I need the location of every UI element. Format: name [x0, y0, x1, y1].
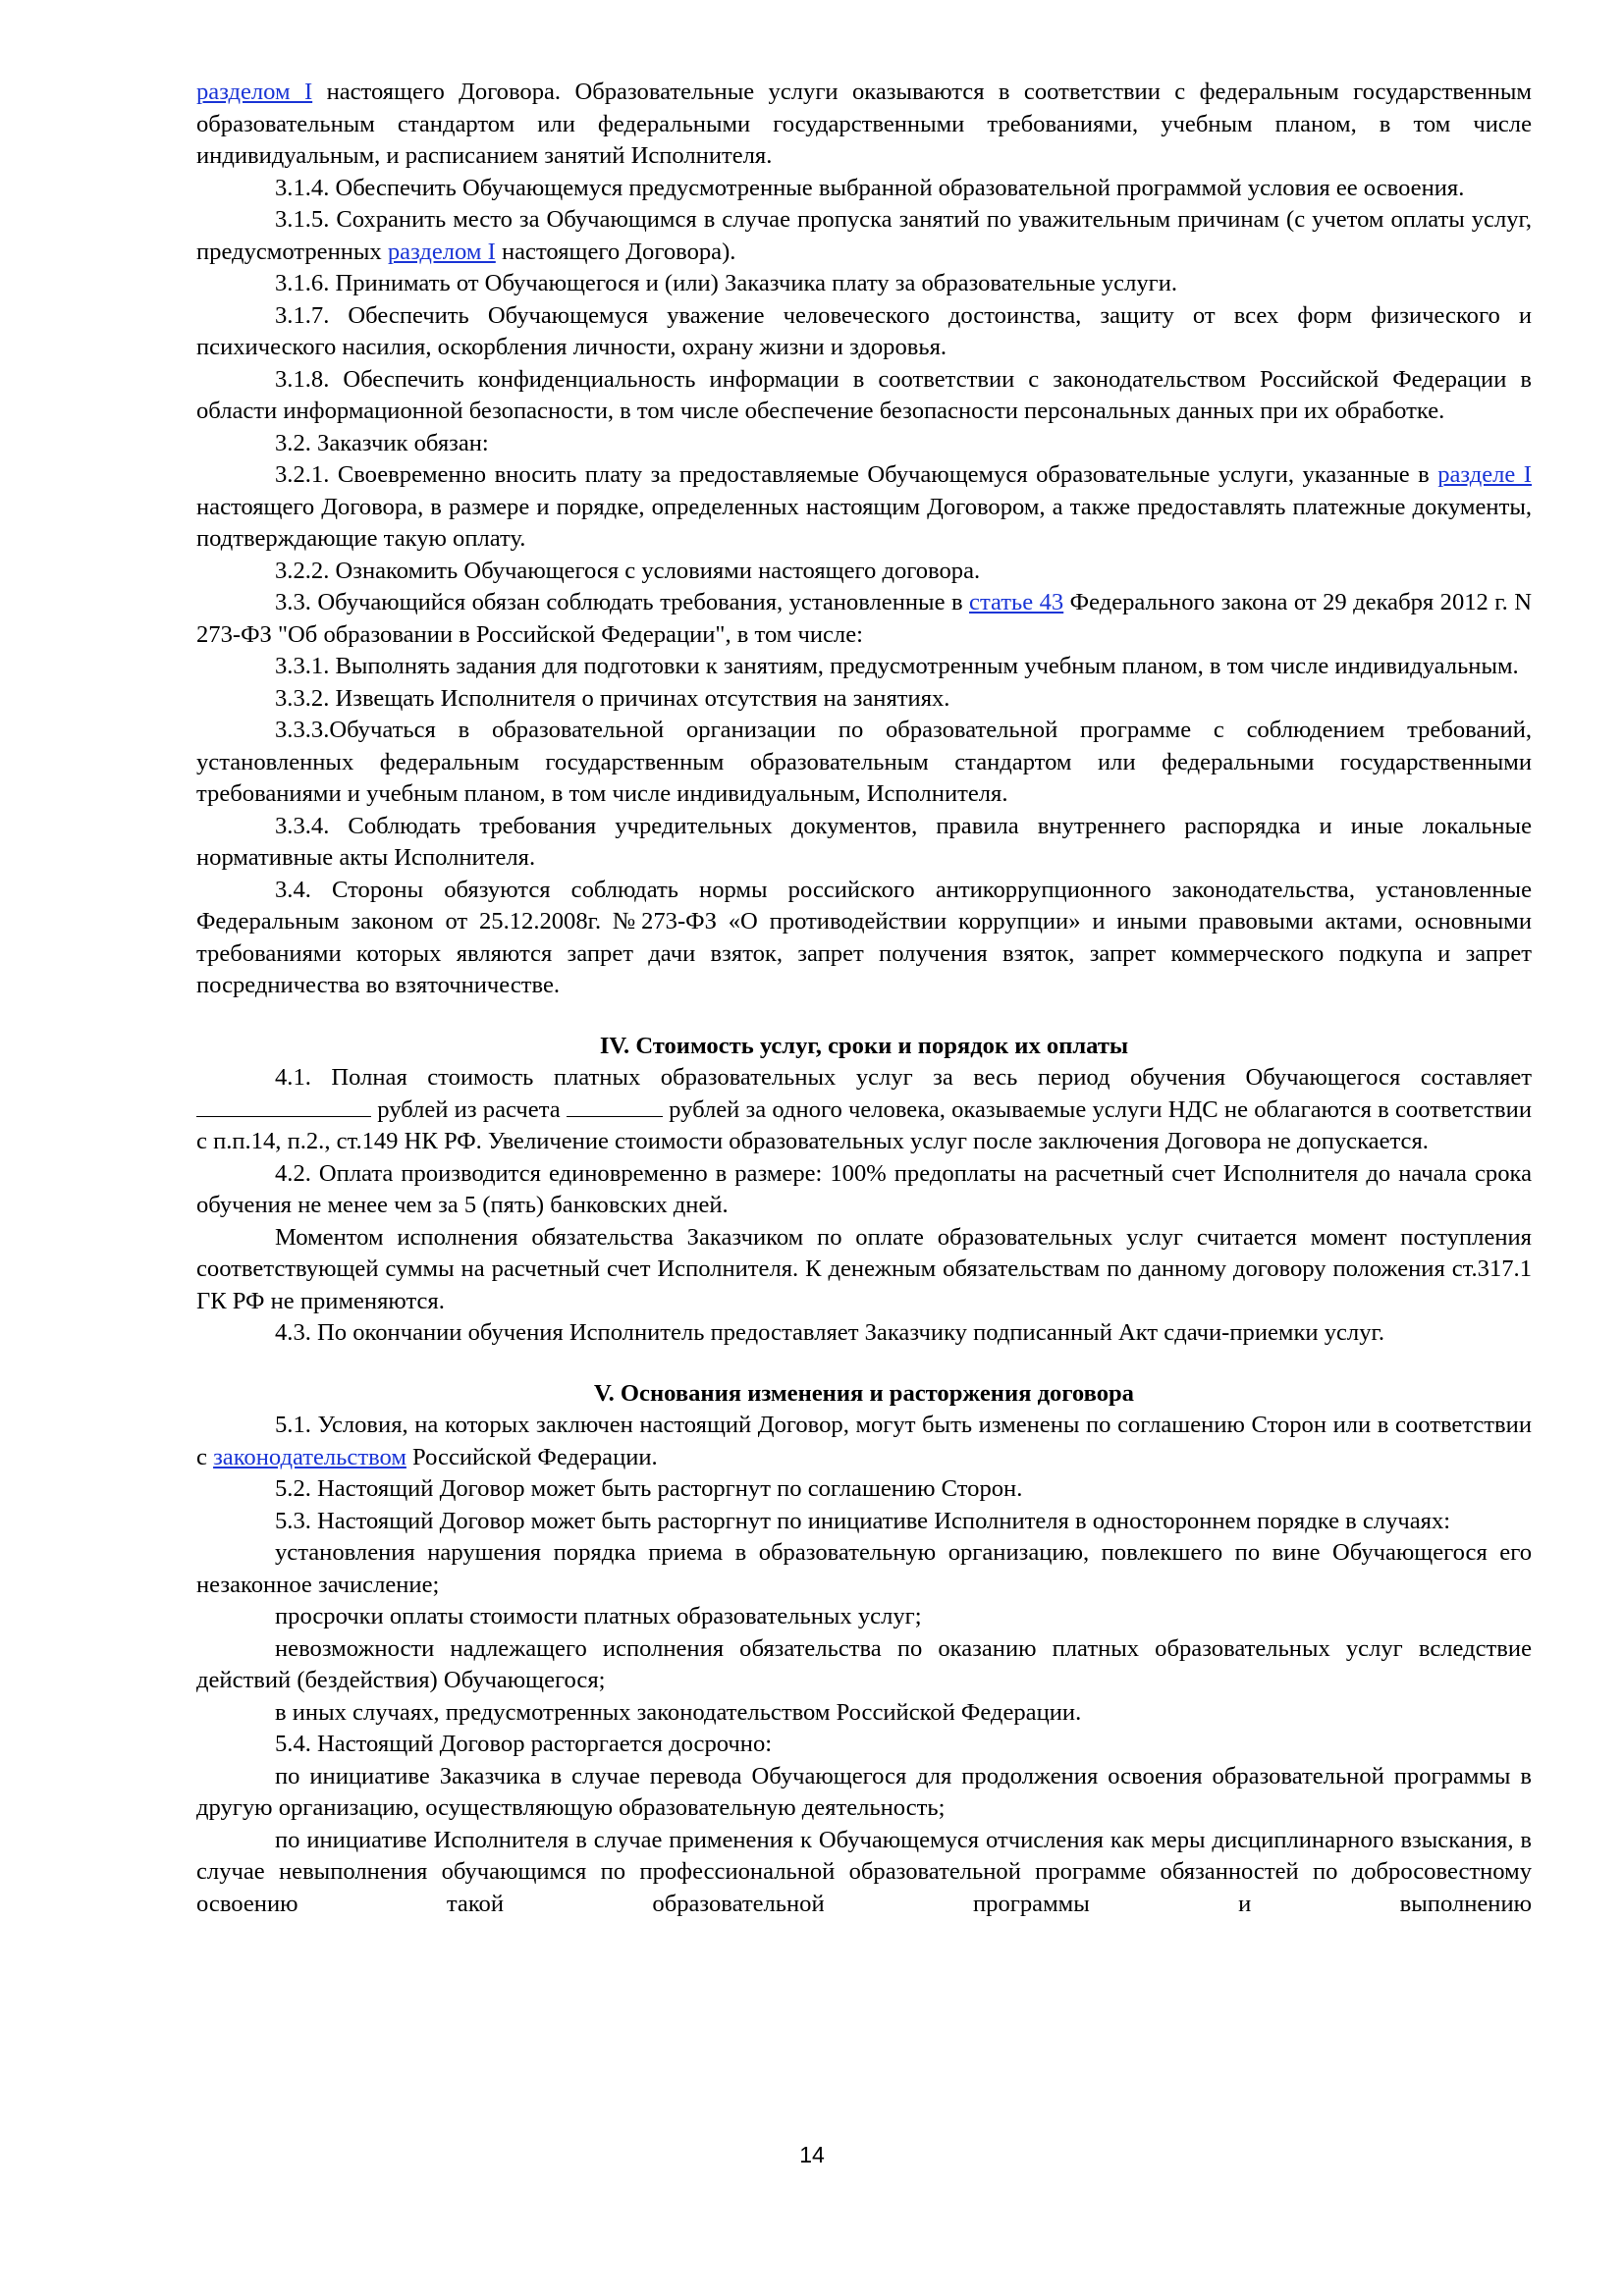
link-zakonodatelstvom[interactable]: законодательством — [213, 1443, 406, 1470]
section-5-heading: V. Основания изменения и расторжения договора — [594, 1379, 1134, 1407]
paragraph-4-1: 4.1. Полная стоимость платных образовательных услуг за весь период обучения Обучающегося составляет рублей из расчета рублей за одного человека, оказываемые услуги НДС не облагаются в соответствии с п.п.14, п.2., ст.149 НК РФ. Увеличение стоимости образовательных услуг после заключения Договора не допускается. — [196, 1064, 1532, 1154]
paragraph-case-3: невозможности надлежащего исполнения обязательства по оказанию платных образовательных услуг вследствие действий (бездействия) Обучающегося; — [196, 1634, 1532, 1693]
paragraph-case-4: в иных случаях, предусмотренных законодательством Российской Федерации. — [275, 1698, 1082, 1726]
paragraph-3-1-4: 3.1.4. Обеспечить Обучающемуся предусмотренные выбранной образовательной программой условия ее освоения. — [275, 174, 1465, 201]
paragraph-3-1-7: 3.1.7. Обеспечить Обучающемуся уважение человеческого достоинства, защиту от всех форм физического и психического насилия, оскорбления личности, охрану жизни и здоровья. — [196, 301, 1532, 360]
blank-total-cost — [196, 1095, 371, 1117]
paragraph-3-3-2: 3.3.2. Извещать Исполнителя о причинах отсутствия на занятиях. — [275, 684, 950, 712]
paragraph-3-1-5: 3.1.5. Сохранить место за Обучающимся в случае пропуска занятий по уважительным причинам (с учетом оплаты услуг, предусмотренных разделом I настоящего Договора). — [196, 206, 1532, 265]
link-razdele-1[interactable]: разделе I — [1437, 461, 1532, 488]
paragraph-intro: разделом I настоящего Договора. Образовательные услуги оказываются в соответствии с федеральным государственным образовательным стандартом или федеральными государственными требованиями, учебным планом, в том числе индивидуальным, и расписанием занятий Исполнителя. — [196, 79, 1533, 169]
link-razdelom-1[interactable]: разделом I — [196, 79, 313, 105]
paragraph-payment-moment: Моментом исполнения обязательства Заказчиком по оплате образовательных услуг считается момент поступления соответствующей суммы на расчетный счет Исполнителя. К денежным обязательствам по данному договору положения ст.317.1 ГК РФ не применяются. — [196, 1223, 1532, 1314]
paragraph-3-2: 3.2. Заказчик обязан: — [275, 429, 489, 456]
document-page — [196, 77, 1532, 1920]
paragraph-3-3-1: 3.3.1. Выполнять задания для подготовки к занятиям, предусмотренным учебным планом, в том числе индивидуальным. — [275, 653, 1519, 679]
paragraph-3-3-3: 3.3.3.Обучаться в образовательной организации по образовательной программе с соблюдением требований, установленных федеральным государственным образовательным стандартом или федеральными государственными требованиями и учебным планом, в том числе индивидуальным, Исполнителя. — [196, 717, 1532, 807]
paragraph-case-2: просрочки оплаты стоимости платных образовательных услуг; — [275, 1603, 922, 1629]
paragraph-5-4: 5.4. Настоящий Договор расторгается досрочно: — [275, 1731, 773, 1757]
paragraph-3-1-6: 3.1.6. Принимать от Обучающегося и (или) Заказчика плату за образовательные услуги. — [275, 270, 1178, 296]
section-4-heading: IV. Стоимость услуг, сроки и порядок их оплаты — [599, 1032, 1129, 1059]
paragraph-early-2: по инициативе Исполнителя в случае применения к Обучающемуся отчисления как меры дисциплинарного взыскания, в случае невыполнения обучающимся по профессиональной образовательной программе обязанностей по добросовестному освоению такой образовательной программы и выполнению — [196, 1826, 1532, 1917]
paragraph-case-1: установления нарушения порядка приема в образовательную организацию, повлекшего по вине Обучающегося его незаконное зачисление; — [196, 1539, 1532, 1598]
paragraph-3-3: 3.3. Обучающийся обязан соблюдать требования, установленные в статье 43 Федерального закона от 29 декабря 2012 г. N 273-ФЗ "Об образовании в Российской Федерации", в том числе: — [196, 589, 1532, 648]
paragraph-3-1-8: 3.1.8. Обеспечить конфиденциальность информации в соответствии с законодательством Российской Федерации в области информационной безопасности, в том числе обеспечение безопасности персональных данных при их обработке. — [196, 365, 1532, 424]
paragraph-4-2: 4.2. Оплата производится единовременно в размере: 100% предоплаты на расчетный счет Исполнителя до начала срока обучения не менее чем за 5 (пять) банковских дней. — [196, 1159, 1532, 1218]
link-state-43[interactable]: статье 43 — [969, 589, 1064, 615]
paragraph-3-2-1: 3.2.1. Своевременно вносить плату за предоставляемые Обучающемуся образовательные услуги, указанные в разделе I настоящего Договора, в размере и порядке, определенных настоящим Договором, а также предоставлять платежные документы, подтверждающие такую оплату. — [196, 461, 1532, 552]
link-razdelom-1[interactable]: разделом I — [387, 238, 496, 265]
paragraph-early-1: по инициативе Заказчика в случае перевода Обучающегося для продолжения освоения образовательной программы в другую организацию, осуществляющую образовательную деятельность; — [196, 1762, 1532, 1821]
paragraph-5-3: 5.3. Настоящий Договор может быть расторгнут по инициативе Исполнителя в одностороннем порядке в случаях: — [275, 1507, 1451, 1534]
paragraph-3-3-4: 3.3.4. Соблюдать требования учредительных документов, правила внутреннего распорядка и иные локальные нормативные акты Исполнителя. — [196, 812, 1532, 871]
paragraph-5-1: 5.1. Условия, на которых заключен настоящий Договор, могут быть изменены по соглашению Сторон или в соответствии с законодательством Российской Федерации. — [196, 1412, 1532, 1470]
paragraph-3-4: 3.4. Стороны обязуются соблюдать нормы российского антикоррупционного законодательства, установленные Федеральным законом от 25.12.2008г. №273-ФЗ «О противодействии коррупции» и иными правовыми актами, основными требованиями которых являются запрет дачи взяток, запрет получения взяток, запрет коммерческого подкупа и запрет посредничества во взяточничестве. — [196, 876, 1532, 998]
paragraph-4-3: 4.3. По окончании обучения Исполнитель предоставляет Заказчику подписанный Акт сдачи-приемки услуг. — [275, 1319, 1384, 1346]
blank-rate — [567, 1095, 663, 1117]
paragraph-3-2-2: 3.2.2. Ознакомить Обучающегося с условиями настоящего договора. — [275, 557, 981, 584]
page-number: 14 — [799, 2142, 825, 2167]
paragraph-5-2: 5.2. Настоящий Договор может быть расторгнут по соглашению Сторон. — [275, 1475, 1023, 1502]
